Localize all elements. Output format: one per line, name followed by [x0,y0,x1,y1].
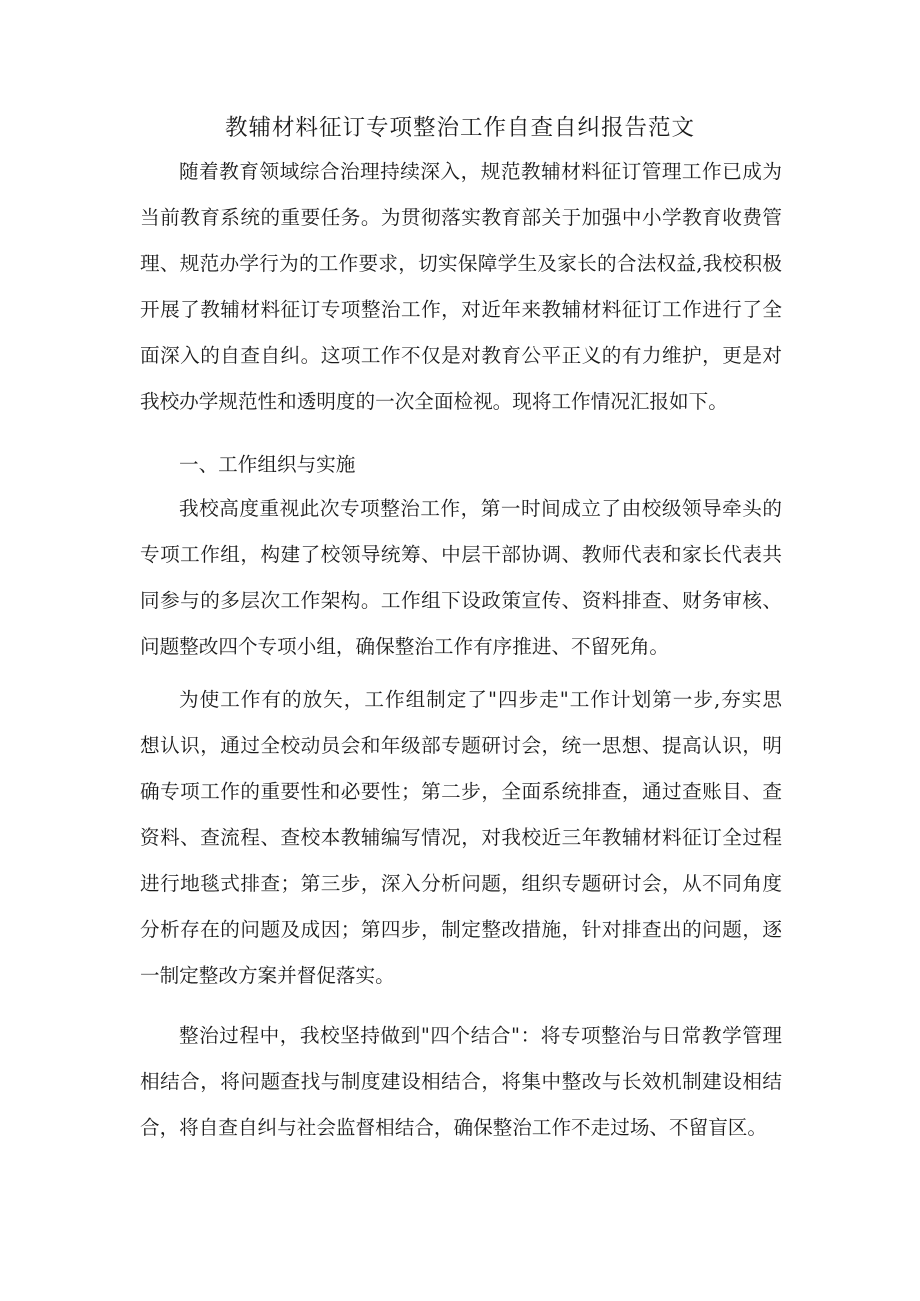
paragraph-line: 资料、查流程、查校本教辅编写情况，对我校近三年教辅材料征订全过程 [140,826,782,849]
paragraph-line: 问题整改四个专项小组，确保整治工作有序推进、不留死角。 [140,635,670,658]
paragraph-line: 合，将自查自纠与社会监督相结合，确保整治工作不走过场、不留盲区。 [140,1116,767,1139]
paragraph-line: 当前教育系统的重要任务。为贯彻落实教育部关于加强中小学教育收费管 [140,206,782,229]
paragraph-line: 专项工作组，构建了校领导统筹、中层干部协调、教师代表和家长代表共 [140,543,782,566]
paragraph-line: 相结合，将问题查找与制度建设相结合，将集中整改与长效机制建设相结 [140,1070,782,1093]
paragraph-line: 分析存在的问题及成因；第四步，制定整改措施，针对排查出的问题，逐 [140,918,782,941]
paragraph-first-line: 为使工作有的放矢，工作组制定了"四步走"工作计划第一步,夯实思 [179,688,782,711]
paragraph-line: 我校办学规范性和透明度的一次全面检视。现将工作情况汇报如下。 [140,390,728,413]
paragraph-line: 面深入的自查自纠。这项工作不仅是对教育公平正义的有力维护，更是对 [140,344,782,367]
paragraph-line: 一制定整改方案并督促落实。 [140,964,395,987]
paragraph-line: 同参与的多层次工作架构。工作组下设政策宣传、资料排查、财务审核、 [140,589,782,612]
paragraph-line: 想认识，通过全校动员会和年级部专题研讨会，统一思想、提高认识，明 [140,734,782,757]
paragraph-first-line: 随着教育领域综合治理持续深入，规范教辅材料征订管理工作已成为 [179,160,782,183]
document-title: 教辅材料征订专项整治工作自查自纠报告范文 [224,115,695,141]
paragraph-line: 理、规范办学行为的工作要求，切实保障学生及家长的合法权益,我校积极 [140,252,782,275]
paragraph-line: 进行地毯式排查；第三步，深入分析问题，组织专题研讨会，从不同角度 [140,872,782,895]
paragraph-first-line: 整治过程中，我校坚持做到"四个结合"：将专项整治与日常教学管理 [179,1024,782,1047]
paragraph-line: 确专项工作的重要性和必要性；第二步，全面系统排查，通过查账目、查 [140,780,782,803]
paragraph-first-line: 我校高度重视此次专项整治工作，第一时间成立了由校级领导牵头的 [179,497,782,520]
paragraph-first-line: 一、工作组织与实施 [179,453,356,476]
paragraph-line: 开展了教辅材料征订专项整治工作，对近年来教辅材料征订工作进行了全 [140,298,782,321]
